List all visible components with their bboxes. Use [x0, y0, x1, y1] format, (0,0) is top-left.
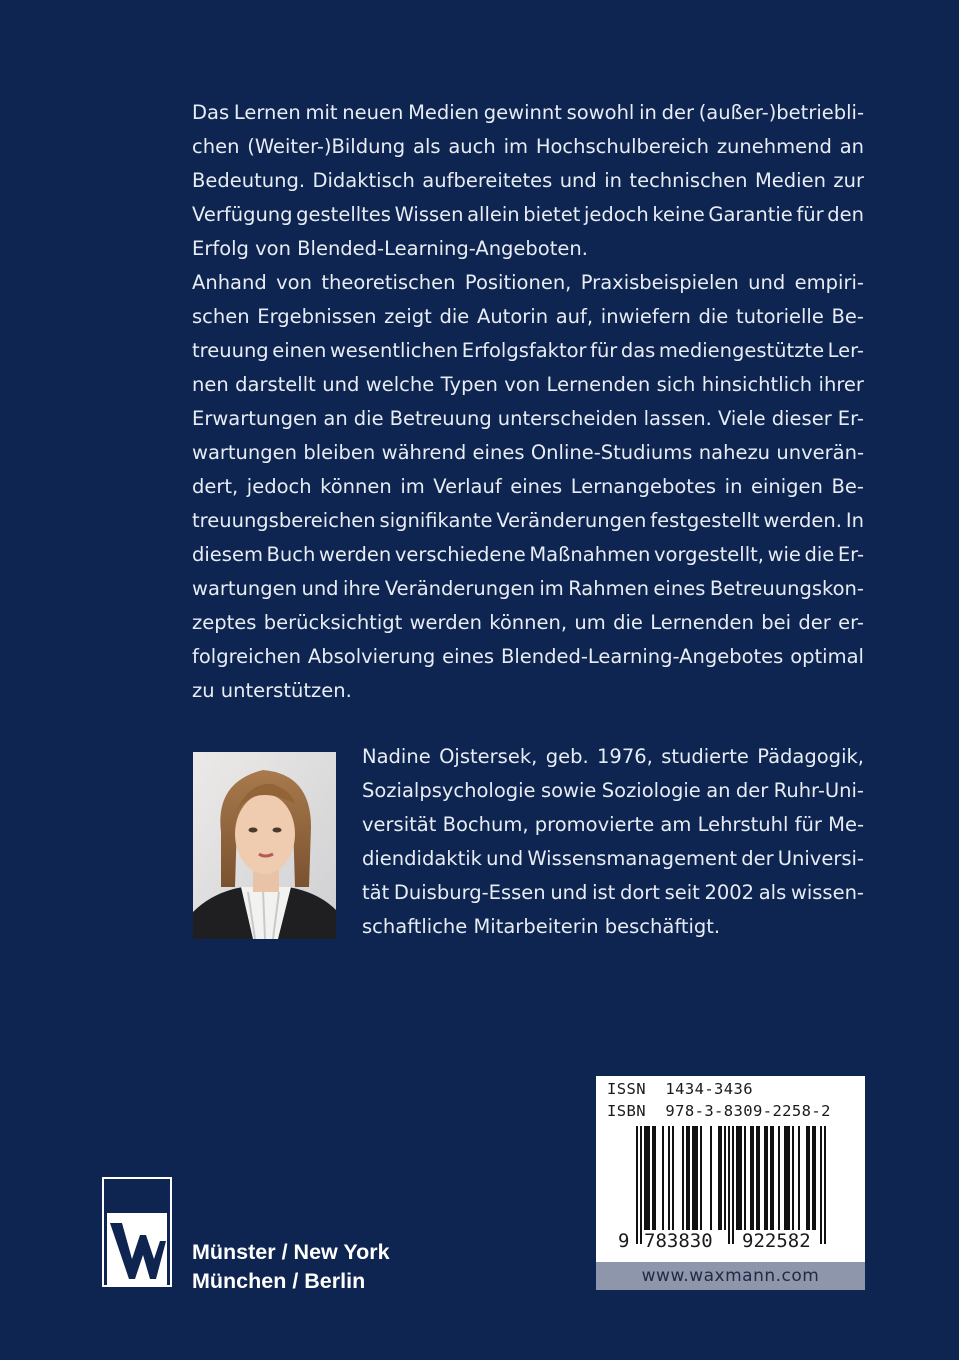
- description-line: schen Ergebnissen zeigt die Autorin auf, inwiefern die tutorielle Be-: [192, 305, 864, 328]
- barcode-bar: [654, 1126, 656, 1230]
- author-photo: [193, 752, 336, 939]
- barcode-bar: [812, 1126, 814, 1230]
- description-line: Erfolg von Blended-Learning-Angeboten.: [192, 237, 588, 260]
- description-line: Erwartungen an die Betreuung unterscheiden lassen. Viele dieser Er-: [192, 407, 864, 430]
- barcode-bar: [718, 1126, 720, 1230]
- barcode-bar: [824, 1126, 826, 1244]
- barcode-bar: [652, 1126, 654, 1230]
- barcode-bar: [696, 1126, 698, 1230]
- barcode-bar: [758, 1126, 760, 1230]
- barcode-bar: [728, 1126, 730, 1244]
- barcode-bar: [798, 1126, 800, 1230]
- barcode-panel: [596, 1076, 865, 1290]
- barcode-bars: [596, 1126, 865, 1244]
- barcode-bar: [640, 1126, 642, 1244]
- barcode-bar: [646, 1126, 648, 1230]
- barcode-bar: [766, 1126, 768, 1230]
- description-line: Verfügung gestelltes Wissen allein bietet jedoch keine Garantie für den: [192, 203, 864, 226]
- barcode-bar: [740, 1126, 742, 1230]
- barcode-bar: [736, 1126, 738, 1230]
- description-line: treuungsbereichen signifikante Veränderungen festgestellt werden. In: [192, 509, 864, 532]
- description-line: Bedeutung. Didaktisch aufbereitetes und in technischen Medien zur: [192, 169, 864, 192]
- bio-line: schaftliche Mitarbeiterin beschäftigt.: [362, 915, 721, 938]
- description-text: [192, 96, 864, 708]
- issn-text: ISSN 1434-3436: [607, 1080, 753, 1098]
- barcode-bar: [784, 1126, 786, 1230]
- cities-line-1: Münster / New York: [192, 1240, 390, 1264]
- barcode-bar: [778, 1126, 780, 1230]
- barcode-digit-group2: 922582: [742, 1230, 811, 1252]
- barcode-bar: [720, 1126, 722, 1230]
- barcode-bar: [648, 1126, 650, 1230]
- publisher-locations: [192, 1238, 390, 1296]
- barcode-bar: [786, 1126, 788, 1230]
- description-line: Das Lernen mit neuen Medien gewinnt sowohl in der (außer-)betriebli-: [192, 101, 864, 124]
- description-line: chen (Weiter-)Bildung als auch im Hochschulbereich zunehmend an: [192, 135, 864, 158]
- author-portrait-image: [193, 752, 336, 939]
- barcode-bar: [820, 1126, 822, 1244]
- description-line: wartungen bleiben während eines Online-Studiums nahezu unverän-: [192, 441, 864, 464]
- bio-line: tät Duisburg-Essen und ist dort seit 2002 als wissen-: [362, 881, 864, 904]
- barcode-bar: [756, 1126, 758, 1230]
- description-line: dert, jedoch können im Verlauf eines Lernangebotes in einigen Be-: [192, 475, 864, 498]
- description-line: Anhand von theoretischen Positionen, Praxisbeispielen und empiri-: [192, 271, 864, 294]
- barcode-bar: [644, 1126, 646, 1230]
- barcode-bar: [792, 1126, 794, 1230]
- description-line: zeptes berücksichtigt werden können, um die Lernenden bei der er-: [192, 611, 864, 634]
- description-line: wartungen und ihre Veränderungen im Rahmen eines Betreuungskon-: [192, 577, 864, 600]
- waxmann-logo: [102, 1177, 172, 1287]
- barcode-bar: [700, 1126, 702, 1230]
- barcode-bar: [686, 1126, 688, 1230]
- publisher-website: www.waxmann.com: [596, 1262, 865, 1290]
- barcode-bar: [636, 1126, 638, 1244]
- barcode-digit-group1: 783830: [644, 1230, 713, 1252]
- barcode-bar: [752, 1126, 754, 1230]
- bio-line: Nadine Ojstersek, geb. 1976, studierte Pädagogik,: [362, 745, 864, 768]
- description-line: nen darstellt und welche Typen von Lernenden sich hinsichtlich ihrer: [192, 373, 864, 396]
- barcode-bar: [694, 1126, 696, 1230]
- isbn-text: ISBN 978-3-8309-2258-2: [607, 1102, 831, 1120]
- author-bio: [362, 740, 864, 944]
- bio-line: diendidaktik und Wissensmanagement der Universi-: [362, 847, 864, 870]
- barcode-bar: [732, 1126, 734, 1244]
- description-line: zu unterstützen.: [192, 679, 352, 702]
- barcode-bar: [668, 1126, 670, 1230]
- description-line: diesem Buch werden verschiedene Maßnahmen vorgestellt, wie die Er-: [192, 543, 864, 566]
- barcode-bar: [808, 1126, 810, 1230]
- barcode-bar: [814, 1126, 816, 1230]
- barcode-bar: [662, 1126, 664, 1230]
- barcode-bar: [750, 1126, 752, 1230]
- bio-line: Sozialpsychologie sowie Soziologie an der Ruhr-Uni-: [362, 779, 864, 802]
- logo-w-icon: [104, 1179, 170, 1285]
- barcode-bar: [772, 1126, 774, 1230]
- barcode-bar: [770, 1126, 772, 1230]
- barcode-digit-first: 9: [618, 1230, 630, 1252]
- barcode-bar: [682, 1126, 684, 1230]
- barcode-bar: [692, 1126, 694, 1230]
- bio-line: versität Bochum, promovierte am Lehrstuhl für Me-: [362, 813, 864, 836]
- description-line: folgreichen Absolvierung eines Blended-Learning-Angebotes optimal: [192, 645, 864, 668]
- barcode-bar: [738, 1126, 740, 1230]
- barcode-bar: [744, 1126, 746, 1230]
- barcode-bar: [806, 1126, 808, 1230]
- barcode-bar: [764, 1126, 766, 1230]
- cities-line-2: München / Berlin: [192, 1269, 366, 1293]
- barcode-bar: [788, 1126, 790, 1230]
- barcode-bar: [724, 1126, 726, 1230]
- barcode-bar: [672, 1126, 674, 1230]
- description-line: treuung einen wesentlichen Erfolgsfaktor für das mediengestützte Ler-: [192, 339, 864, 362]
- barcode-digits: [596, 1230, 865, 1256]
- barcode-bar: [710, 1126, 712, 1230]
- barcode-bar: [688, 1126, 690, 1230]
